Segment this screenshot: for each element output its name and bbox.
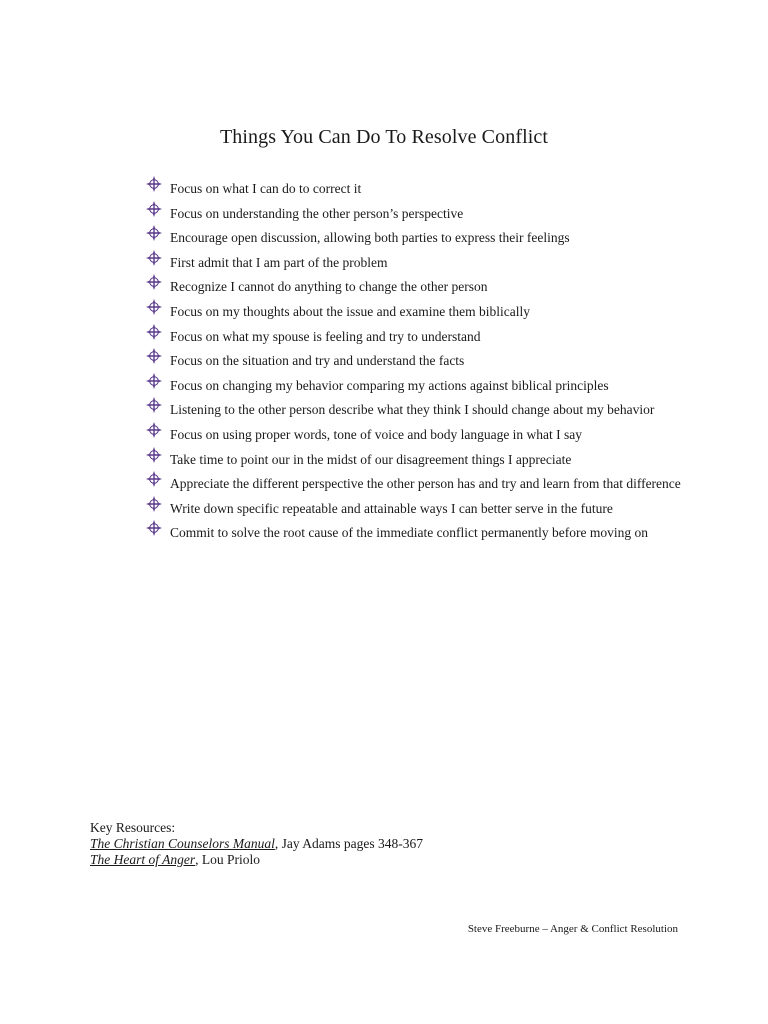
list-item-text: Focus on what I can do to correct it bbox=[170, 181, 362, 196]
list-item-text: Focus on understanding the other person’s perspective bbox=[170, 205, 464, 221]
resource-entry bbox=[90, 852, 423, 868]
key-resources-label: Key Resources: bbox=[90, 820, 176, 835]
list-item-text: Take time to point our in the midst of our disagreement things I appreciate bbox=[170, 451, 572, 467]
page-footer: Steve Freeburne – Anger & Conflict Resolution bbox=[467, 923, 678, 935]
purple-compass-diamond-icon bbox=[145, 470, 163, 488]
book-detail: , Lou Priolo bbox=[195, 852, 261, 867]
list-item-text: First admit that I am part of the problem bbox=[170, 254, 388, 270]
list-item-text: Commit to solve the root cause of the immediate conflict permanently before moving on bbox=[170, 525, 648, 541]
conflict-resolution-list bbox=[145, 181, 705, 550]
list-item-text: Focus on changing my behavior comparing my actions against biblical principles bbox=[170, 377, 609, 393]
list-item-text: Appreciate the different perspective the other person has and try and learn from that difference bbox=[170, 476, 681, 492]
list-item-text: Recognize I cannot do anything to change the other person bbox=[170, 279, 488, 295]
purple-compass-diamond-icon bbox=[145, 421, 163, 439]
book-title: The Heart of Anger bbox=[90, 852, 196, 867]
purple-compass-diamond-icon bbox=[145, 372, 163, 390]
list-item-text: Focus on what my spouse is feeling and try to understand bbox=[170, 328, 481, 344]
purple-compass-diamond-icon bbox=[145, 200, 163, 218]
list-item bbox=[145, 516, 705, 550]
purple-compass-diamond-icon bbox=[145, 224, 163, 242]
list-item-text: Focus on my thoughts about the issue and examine them biblically bbox=[170, 303, 530, 319]
list-item-text: Focus on using proper words, tone of voice and body language in what I say bbox=[170, 426, 583, 442]
list-item-text: Listening to the other person describe what they think I should change about my behavior bbox=[170, 402, 655, 418]
list-item-text: Focus on the situation and try and understand the facts bbox=[170, 353, 465, 369]
purple-compass-diamond-icon bbox=[145, 347, 163, 365]
resource-entry bbox=[90, 836, 423, 852]
list-item-text: Write down specific repeatable and attainable ways I can better serve in the future bbox=[170, 500, 613, 516]
purple-compass-diamond-icon bbox=[145, 175, 163, 193]
purple-compass-diamond-icon bbox=[145, 495, 163, 513]
purple-compass-diamond-icon bbox=[145, 446, 163, 464]
purple-compass-diamond-icon bbox=[145, 323, 163, 341]
book-title: The Christian Counselors Manual bbox=[90, 836, 275, 851]
key-resources bbox=[90, 820, 423, 868]
purple-compass-diamond-icon bbox=[145, 298, 163, 316]
book-detail: , Jay Adams pages 348-367 bbox=[274, 836, 424, 851]
page-title: Things You Can Do To Resolve Conflict bbox=[219, 126, 549, 148]
purple-compass-diamond-icon bbox=[145, 273, 163, 291]
list-item-text: Encourage open discussion, allowing both parties to express their feelings bbox=[170, 230, 570, 246]
purple-compass-diamond-icon bbox=[145, 396, 163, 414]
purple-compass-diamond-icon bbox=[145, 249, 163, 267]
purple-compass-diamond-icon bbox=[145, 519, 163, 537]
